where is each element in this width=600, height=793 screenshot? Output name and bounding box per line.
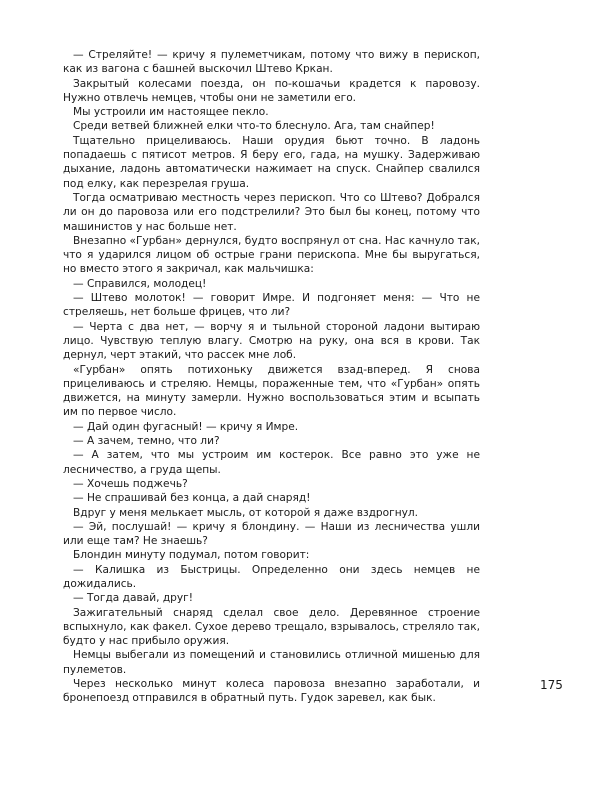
paragraph: Зажигательный снаряд сделал свое дело. Деревянное строение вспыхнуло, как факел. Сухое дерево трещало, взрывалось, стреляло так, будто у нас прибыло оружия. xyxy=(63,606,480,648)
paragraph: — Калишка из Быстрицы. Определенно они здесь немцев не дожидались. xyxy=(63,563,480,590)
paragraph: Немцы выбегали из помещений и становились отличной мишенью для пулеметов. xyxy=(63,649,480,676)
paragraph: Через несколько минут колеса паровоза внезапно заработали, и бронепоезд отправился в обратный путь. Гудок заревел, как бык. xyxy=(63,678,480,705)
paragraph: — А зачем, темно, что ли? xyxy=(73,435,220,448)
paragraph: Закрытый колесами поезда, он по-кошачьи крадется к паровозу. Нужно отвлечь немцев, чтобы они не заметили его. xyxy=(63,77,480,104)
paragraph: — Тогда давай, друг! xyxy=(73,592,193,605)
paragraph: — Хочешь поджечь? xyxy=(73,477,188,490)
paragraph: — Штево молоток! — говорит Имре. И подгоняет меня: — Что не стреляешь, нет больше фрицев, что ли? xyxy=(63,292,480,319)
paragraph: Внезапно «Гурбан» дернулся, будто воспрянул от сна. Нас качнуло так, что я ударился лицом об острые грани перископа. Мне бы выругаться, но вместо этого я закричал, как мальчишка: xyxy=(63,234,480,276)
paragraph: Среди ветвей ближней елки что-то блеснуло. Ага, там снайпер! xyxy=(73,120,435,133)
page-number: 175 xyxy=(540,678,563,692)
paragraph: Тщательно прицеливаюсь. Наши орудия бьют точно. В ладонь попадаешь с пятисот метров. Я беру его, гада, на мушку. Задерживаю дыхание, ладонь автоматически нажимает на спуск. Снайпер свалился под елку, как перезрелая груша. xyxy=(63,134,480,190)
paragraph: — А затем, что мы устроим им костерок. Все равно это уже не лесничество, а груда щепы. xyxy=(63,449,480,476)
paragraph: Тогда осматриваю местность через перископ. Что со Штево? Добрался ли он до паровоза или его подстрелили? Это был бы конец, потому что машинистов у нас больше нет. xyxy=(63,191,480,233)
paragraph: Вдруг у меня мелькает мысль, от которой я даже вздрогнул. xyxy=(73,506,419,519)
paragraph: «Гурбан» опять потихоньку движется взад-вперед. Я снова прицеливаюсь и стреляю. Немцы, пораженные тем, что «Гурбан» опять движется, на минуту замерли. Нужно воспользоваться этим и всыпать им по первое число. xyxy=(63,363,480,419)
paragraph: Мы устроили им настоящее пекло. xyxy=(73,106,269,119)
paragraph: — Черта с два нет, — ворчу я и тыльной стороной ладони вытираю лицо. Чувствую теплую влагу. Смотрю на руку, она вся в крови. Так дернул, черт этакий, что рассек мне лоб. xyxy=(63,320,480,362)
paragraph: — Эй, послушай! — кричу я блондину. — Наши из лесничества ушли или еще там? Не знаешь? xyxy=(63,520,480,548)
paragraph: — Не спрашивай без конца, а дай снаряд! xyxy=(73,492,311,505)
paragraph: Блондин минуту подумал, потом говорит: xyxy=(73,549,310,562)
paragraph: — Дай один фугасный! — кричу я Имре. xyxy=(73,420,299,433)
body-text xyxy=(63,48,480,706)
paragraph: — Стреляйте! — кричу я пулеметчикам, потому что вижу в перископ, как из вагона с башней выскочил Штево Кркан. xyxy=(63,49,480,76)
paragraph: — Справился, молодец! xyxy=(73,277,207,290)
